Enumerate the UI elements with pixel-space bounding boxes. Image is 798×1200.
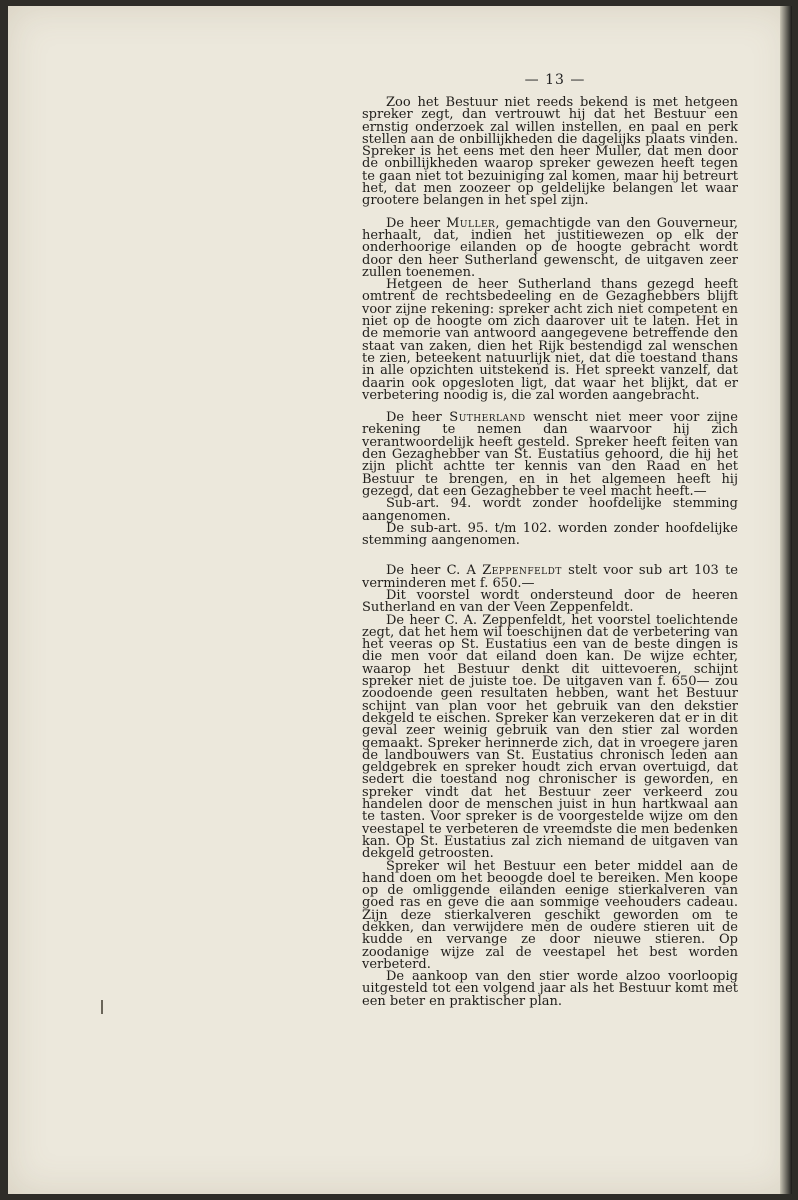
paragraph: Hetgeen de heer Sutherland thans gezegd heeft omtrent de rechtsbedeeling en de Gezaghebbers blijft voor zijne rekening: spreker acht zich niet competent en niet op de hoogte om zich daarover uit te laten. Het in de memorie van antwoord aangegevene betreffende den staat van zaken, dien het Rijk bestendigd zal wenschen te zien, beteekent natuurlijk niet, dat die toestand thans in alle opzichten uitstekend is. Het spreekt vanzelf, dat daarin ook opgesloten ligt, dat waar het blijkt, dat er verbetering noodig is, die zal worden aangebracht. — [362, 277, 738, 403]
paragraph-text: stelt voor sub art 103 te verminderen met f. 650.— — [362, 563, 738, 591]
paragraph: Spreker wil het Bestuur een beter middel aan de hand doen om het beoogde doel te bereiken. Men koope op de omliggende eilanden eenige stierkalveren van goed ras en geve die aan sommige veehouders cadeau. Zijn deze stierkalveren geschikt geworden om te dekken, dan verwijdere men de oudere stieren uit de kudde en vervange ze door nieuwe stieren. Op zoodanige wijze zal de veestapel het best worden verbeterd. — [362, 858, 738, 972]
speaker-name: Muller — [446, 215, 496, 231]
paragraph — [362, 565, 738, 590]
page-edge-shadow — [780, 6, 792, 1194]
speaker-name: Sutherland — [449, 410, 526, 426]
page-number: — 13 — — [524, 72, 586, 88]
paragraph: Sub-art. 94. wordt zonder hoofdelijke stemming aangenomen. — [362, 496, 738, 524]
margin-mark — [101, 1000, 103, 1014]
paragraph: De sub-art. 95. t/m 102. worden zonder hoofdelijke stemming aangenomen. — [362, 520, 738, 549]
paragraph: De heer C. A. Zeppenfeldt, het voorstel toelichtende zegt, dat het hem wil toeschijnen dat de verbetering van het veeras op St. Eustatius een van de beste dingen is die men voor dat eiland doen kan. De wijze echter, waarop het Bestuur denkt dit uittevoeren, schijnt spreker niet de juiste toe. De uitgaven van f. 650— zou zoodoende geen resultaten hebben, want het Bestuur schijnt van plan voor het gebruik van den dekstier dekgeld te eischen. Spreker kan verzekeren dat er in dit geval zeer weinig gebruik van den stier zal worden gemaakt. Spreker herinnerde zich, dat in vroegere jaren de landbouwers van St. Eustatius chronisch leden aan geldgebrek en spreker houdt zich ervan overtuigd, dat sedert die toestand nog chronischer is geworden, en spreker vindt dat het Bestuur zeer verkeerd zou handelen door de menschen juist in hun hartkwaal aan te tasten. Voor spreker is de voorgestelde wijze om den veestapel te verbeteren de vreemdste die men bedenken kan. Op St. Eustatius zal zich niemand de uitgaven van dekgeld getroosten. — [362, 612, 738, 862]
paragraph: De aankoop van den stier worde alzoo voorloopig uitgesteld tot een volgend jaar als het Bestuur komt met een beter en praktischer plan. — [362, 969, 738, 1009]
paragraph: Dit voorstel wordt ondersteund door de heeren Sutherland en van der Veen Zeppenfeldt. — [362, 587, 738, 616]
paragraph-lead: De heer C. A — [386, 563, 483, 579]
paragraph-text: , gemachtigde van den Gouverneur, herhaalt, dat, indien het justitiewezen op elk der onderhoorige eilanden op de hoogte gebracht wordt door den heer Sutherland gewenscht, de uitgaven zeer zullen toenemen. — [362, 215, 738, 280]
paragraph — [362, 215, 738, 280]
speaker-name: Zeppenfeldt — [482, 563, 562, 579]
paragraph-lead: De heer — [386, 410, 450, 426]
paragraph: Zoo het Bestuur niet reeds bekend is met hetgeen spreker zegt, dan vertrouwt hij dat het Bestuur een ernstig onderzoek zal willen instellen, en paal en perk stellen aan de onbillijkheden die dagelijks plaats vinden. Spreker is het eens met den heer Muller, dat men door de onbillijkheden waarop spreker gewezen heeft tegen te gaan niet tot bezuiniging zal komen, maar hij betreurt het, dat men zoozeer op geldelijke belangen let waar grootere belangen in het spel zijn. — [362, 95, 738, 209]
paragraph — [362, 412, 738, 498]
body-text — [362, 97, 738, 1008]
paragraph-lead: De heer — [386, 215, 447, 231]
paragraph-text: wenscht niet meer voor zijne rekening te nemen dan waarvoor hij zich verantwoordelijk heeft gesteld. Spreker heeft feiten van den Gezaghebber van St. Eustatius gehoord, die hij het zijn plicht achtte ter kennis van den Raad en het Bestuur te brengen, en in het algemeen heeft hij gezegd, dat een Gezaghebber te veel macht heeft.— — [362, 410, 738, 499]
